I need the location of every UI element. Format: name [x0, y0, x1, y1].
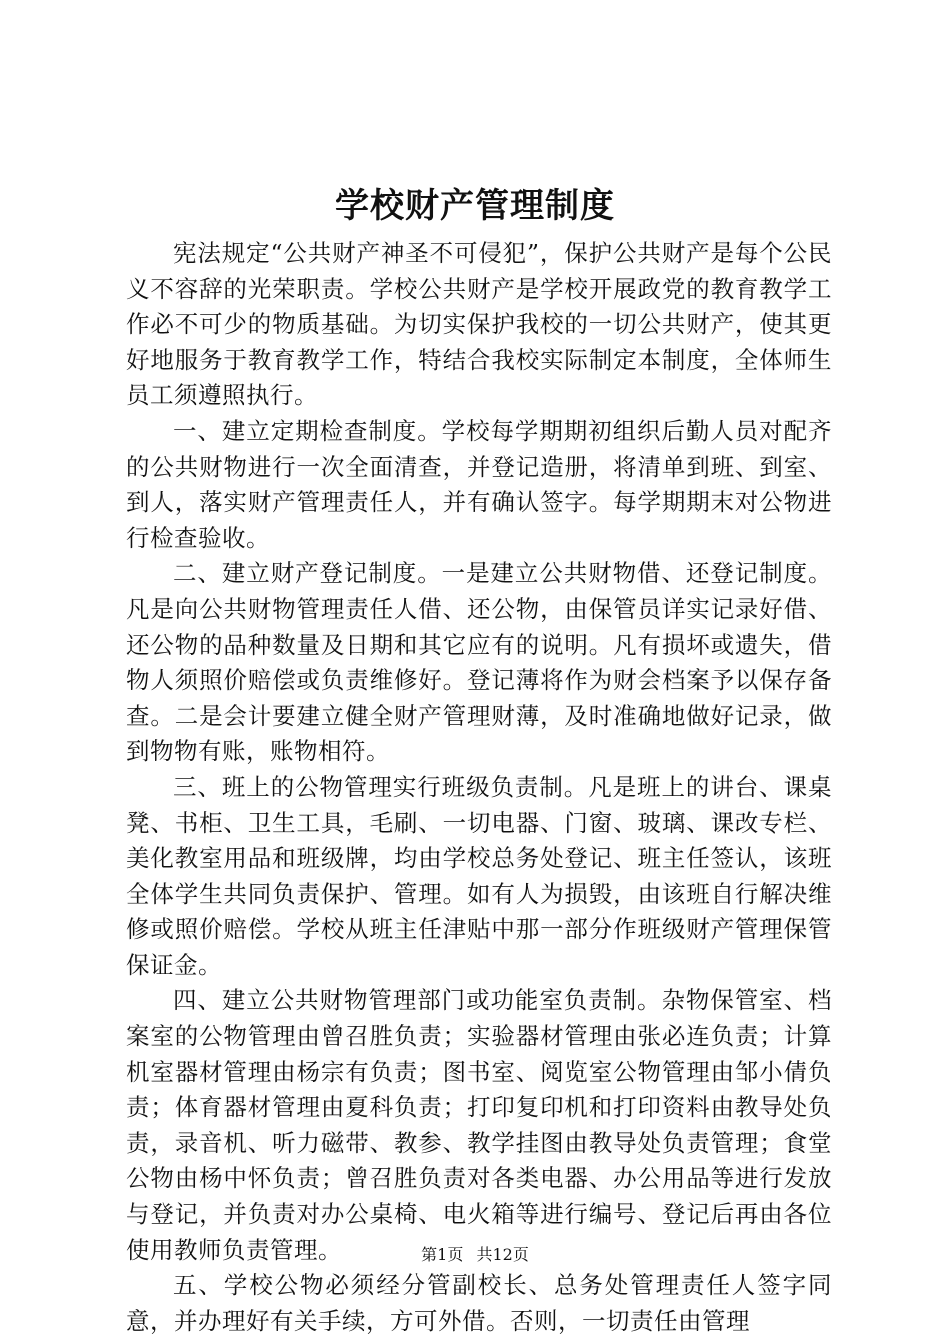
page-number-current: 第1页	[421, 1245, 464, 1264]
page-number-total: 共12页	[476, 1245, 529, 1264]
paragraph-section-5: 五、学校公物必须经分管副校长、总务处管理责任人签字同意，并办理好有关手续，方可外借。否则，一切责任由管理	[126, 1271, 832, 1335]
page-footer	[0, 1244, 950, 1266]
paragraph-intro: 宪法规定“公共财产神圣不可侵犯”，保护公共财产是每个公民义不容辞的光荣职责。学校公共财产是学校开展政党的教育教学工作必不可少的物质基础。为切实保护我校的一切公共财产，使其更好地服务于教育教学工作，特结合我校实际制定本制度，全体师生员工须遵照执行。	[126, 239, 832, 410]
paragraph-section-2: 二、建立财产登记制度。一是建立公共财物借、还登记制度。凡是向公共财物管理责任人借、还公物，由保管员详实记录好借、还公物的品种数量及日期和其它应有的说明。凡有损坏或遗失，借物人须照价赔偿或负责维修好。登记薄将作为财会档案予以保存备查。二是会计要建立健全财产管理财薄，及时准确地做好记录，做到物物有账，账物相符。	[126, 559, 832, 766]
paragraph-section-4: 四、建立公共财物管理部门或功能室负责制。杂物保管室、档案室的公物管理由曾召胜负责；实验器材管理由张必连负责；计算机室器材管理由杨宗有负责；图书室、阅览室公物管理由邹小倩负责；体育器材管理由夏科负责；打印复印机和打印资料由教导处负责，录音机、听力磁带、教参、教学挂图由教导处负责管理；食堂公物由杨中怀负责；曾召胜负责对各类电器、办公用品等进行发放与登记，并负责对办公桌椅、电火箱等进行编号、登记后再由各位使用教师负责管理。	[126, 986, 832, 1264]
paragraph-section-3: 三、班上的公物管理实行班级负责制。凡是班上的讲台、课桌凳、书柜、卫生工具，毛刷、一切电器、门窗、玻璃、课改专栏、美化教室用品和班级牌，均由学校总务处登记、班主任签认，该班全体学生共同负责保护、管理。如有人为损毁，由该班自行解决维修或照价赔偿。学校从班主任津贴中那一部分作班级财产管理保管保证金。	[126, 772, 832, 979]
document-title: 学校财产管理制度	[335, 186, 615, 226]
paragraph-section-1: 一、建立定期检查制度。学校每学期期初组织后勤人员对配齐的公共财物进行一次全面清查，并登记造册，将清单到班、到室、到人，落实财产管理责任人，并有确认签字。每学期期末对公物进行检查验收。	[126, 416, 832, 552]
